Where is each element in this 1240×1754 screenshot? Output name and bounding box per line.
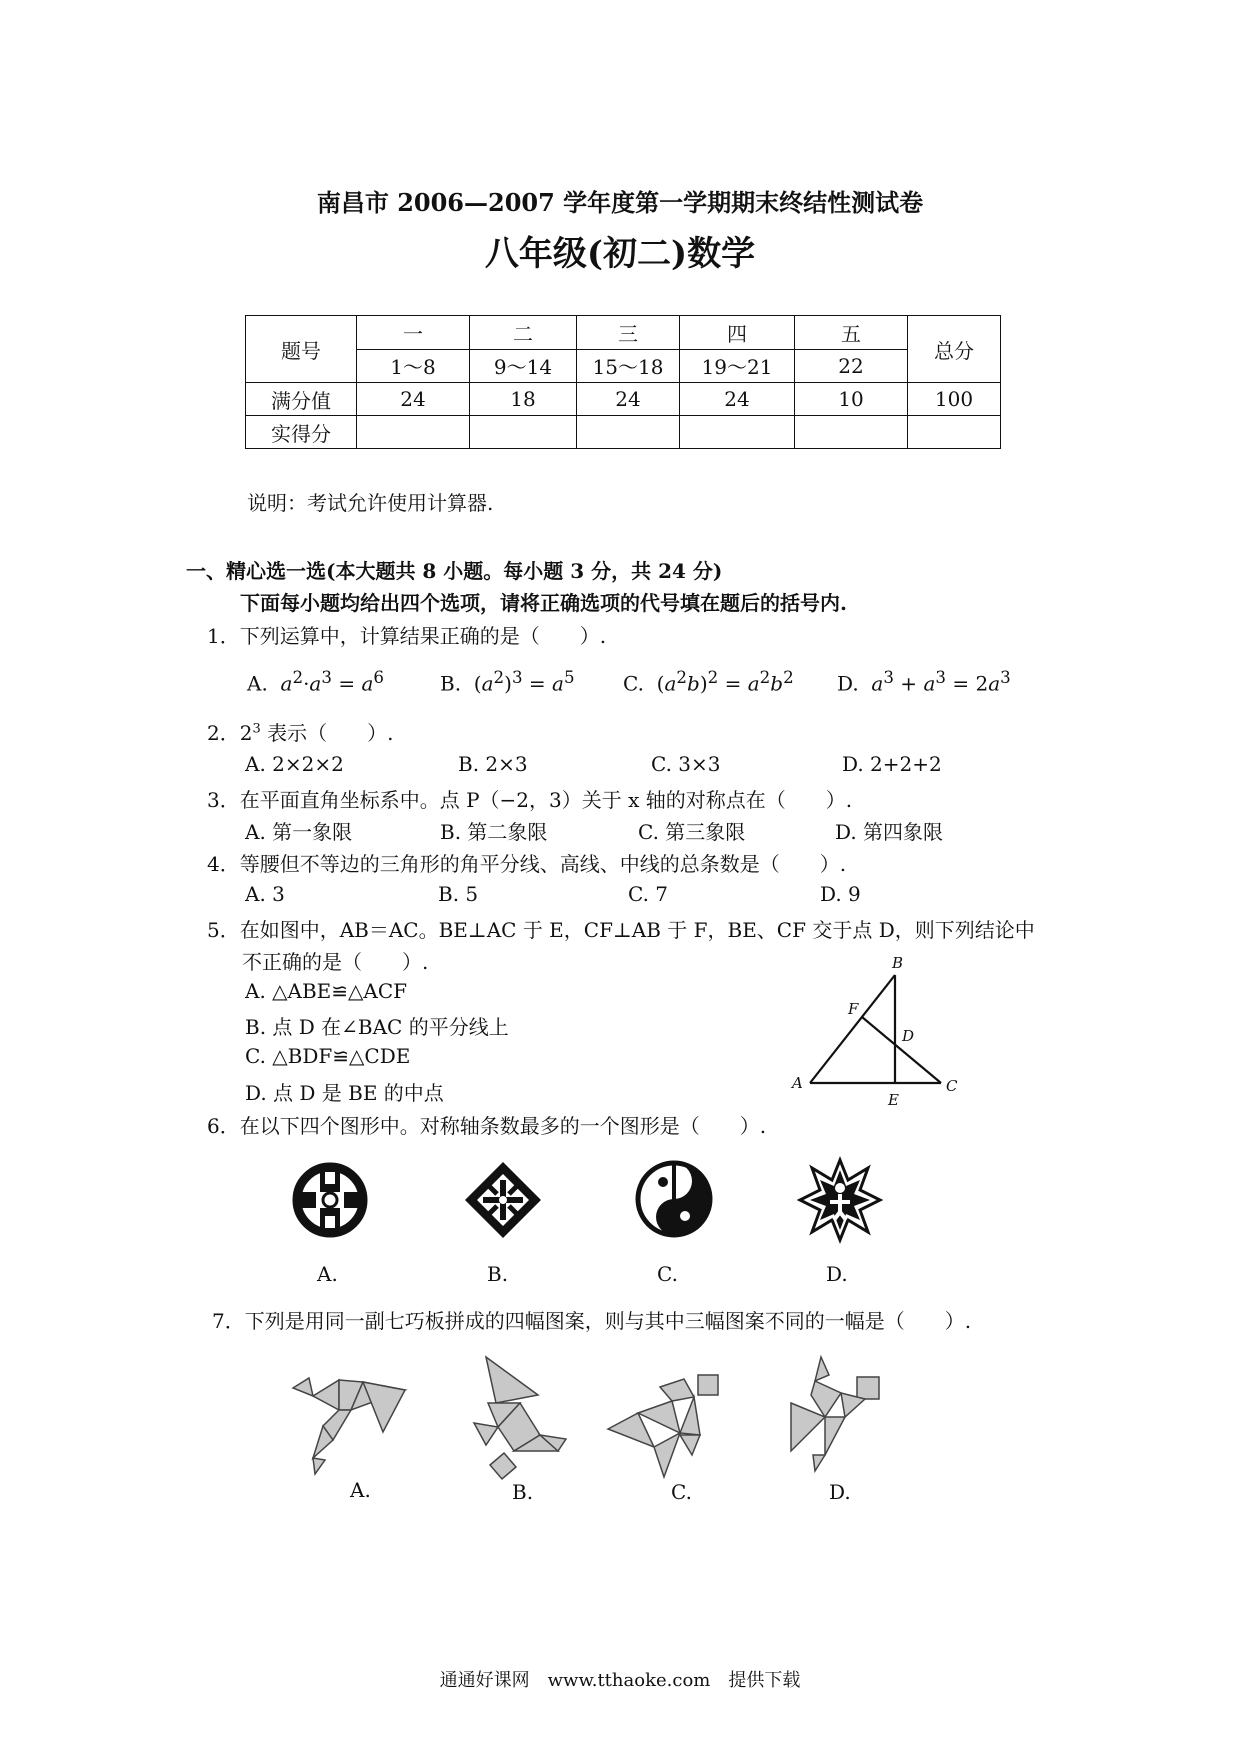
page-footer: 通通好课网 www.tthaoke.com 提供下载: [439, 1670, 801, 1691]
earned-score-cell[interactable]: [795, 416, 908, 449]
q2-option-b: B. 2×3: [458, 752, 528, 776]
point-label-e: E: [888, 1091, 899, 1109]
q5-triangle-figure: [780, 950, 980, 1110]
q3-option-c: C. 第三象限: [638, 820, 746, 844]
earned-score-cell[interactable]: [577, 416, 680, 449]
section-cell: 三: [577, 316, 680, 350]
earned-score-cell[interactable]: [680, 416, 795, 449]
q3-stem: 3．在平面直角坐标系中。点 P（−2，3）关于 x 轴的对称点在（ ）.: [207, 788, 853, 812]
q2-option-d: D. 2+2+2: [842, 752, 942, 776]
q2-option-c: C. 3×3: [651, 752, 721, 776]
q4-option-a: A. 3: [245, 882, 285, 906]
q6-symbol-a: [290, 1160, 370, 1240]
q6-label-b: B.: [487, 1262, 509, 1286]
q1-option-c: C. $(a^2b)^2 = a^2b^2$: [623, 668, 794, 696]
q2-stem: 2．$2^3$ 表示（ ）.: [207, 721, 394, 745]
q7-label-d: D.: [829, 1480, 851, 1504]
exam-note: 说明：考试允许使用计算器.: [247, 491, 494, 515]
section-heading: 一、精心选一选(本大题共 8 小题。每小题 3 分，共 24 分): [186, 559, 723, 583]
earned-score-cell[interactable]: [470, 416, 577, 449]
q4-option-b: B. 5: [438, 882, 479, 906]
q6-symbol-d: [798, 1158, 882, 1242]
q5-option-d: D. 点 D 是 BE 的中点: [245, 1081, 444, 1105]
segment-ab: [810, 975, 895, 1083]
section-cell: 一: [357, 316, 470, 350]
q7-tangram-b: [468, 1355, 568, 1485]
q1-option-b: B. $(a^2)^3 = a^5$: [440, 668, 575, 696]
earned-total-cell[interactable]: [908, 416, 1001, 449]
point-label-d: D: [902, 1027, 915, 1045]
section-cell: 五: [795, 316, 908, 350]
q7-stem: 7．下列是用同一副七巧板拼成的四幅图案，则与其中三幅图案不同的一幅是（ ）.: [212, 1309, 972, 1333]
section-instruction: 下面每小题均给出四个选项，请将正确选项的代号填在题后的括号内.: [240, 591, 847, 615]
range-cell: 1～8: [357, 349, 470, 383]
q6-symbol-b: [463, 1160, 543, 1240]
q5-stem-line1: 5．在如图中，AB＝AC。BE⊥AC 于 E，CF⊥AB 于 F，BE、CF 交于点 D，则下列结论中: [207, 918, 1035, 942]
range-cell: 9～14: [470, 349, 577, 383]
q1-option-d: D. $a^3 + a^3 = 2a^3$: [837, 668, 1011, 696]
q3-option-a: A. 第一象限: [245, 820, 353, 844]
full-score-cell: 24: [680, 383, 795, 416]
total-label: 总分: [908, 316, 1001, 383]
exam-title: 南昌市 2006—2007 学年度第一学期期末终结性测试卷: [316, 188, 924, 217]
q4-option-c: C. 7: [628, 882, 669, 906]
exam-subtitle: 八年级(初二)数学: [484, 234, 756, 274]
range-cell: 15～18: [577, 349, 680, 383]
section-cell: 二: [470, 316, 577, 350]
q7-tangram-a: [293, 1370, 413, 1480]
q7-tangram-d: [785, 1355, 895, 1485]
row-label-shide: 实得分: [246, 416, 357, 449]
point-label-c: C: [946, 1077, 958, 1095]
q6-label-d: D.: [826, 1262, 848, 1286]
q5-option-c: C. △BDF≌△CDE: [245, 1044, 411, 1068]
full-score-cell: 24: [357, 383, 470, 416]
range-cell: 22: [795, 349, 908, 383]
full-score-cell: 10: [795, 383, 908, 416]
q5-stem-line2: 不正确的是（ ）.: [242, 950, 429, 974]
range-cell: 19～21: [680, 349, 795, 383]
q6-label-a: A.: [317, 1262, 338, 1286]
section-cell: 四: [680, 316, 795, 350]
q7-label-b: B.: [512, 1480, 534, 1504]
q2-option-a: A. 2×2×2: [245, 752, 344, 776]
point-label-b: B: [892, 954, 904, 972]
q6-stem: 6．在以下四个图形中。对称轴条数最多的一个图形是（ ）.: [207, 1114, 767, 1138]
q1-option-a: A. $a^2\cdot a^3 = a^6$: [247, 668, 384, 696]
q7-label-c: C.: [671, 1480, 692, 1504]
q4-option-d: D. 9: [820, 882, 861, 906]
point-label-f: F: [848, 1000, 859, 1018]
full-score-cell: 24: [577, 383, 680, 416]
q1-stem: 1．下列运算中，计算结果正确的是（ ）.: [207, 624, 607, 648]
point-label-a: A: [792, 1074, 803, 1092]
q3-option-b: B. 第二象限: [440, 820, 548, 844]
q7-label-a: A.: [350, 1478, 371, 1502]
q5-option-a: A. △ABE≌△ACF: [245, 979, 408, 1003]
q6-label-c: C.: [657, 1262, 678, 1286]
q4-stem: 4．等腰但不等边的三角形的角平分线、高线、中线的总条数是（ ）.: [207, 852, 847, 876]
row-label-tihao: 题号: [246, 316, 357, 383]
q5-option-b: B. 点 D 在∠BAC 的平分线上: [245, 1015, 509, 1039]
score-table: [245, 315, 1001, 449]
q6-symbol-c: [633, 1158, 715, 1240]
q7-tangram-c: [608, 1373, 728, 1483]
q3-option-d: D. 第四象限: [835, 820, 944, 844]
full-score-cell: 18: [470, 383, 577, 416]
earned-score-cell[interactable]: [357, 416, 470, 449]
row-label-manfen: 满分值: [246, 383, 357, 416]
total-score-cell: 100: [908, 383, 1001, 416]
